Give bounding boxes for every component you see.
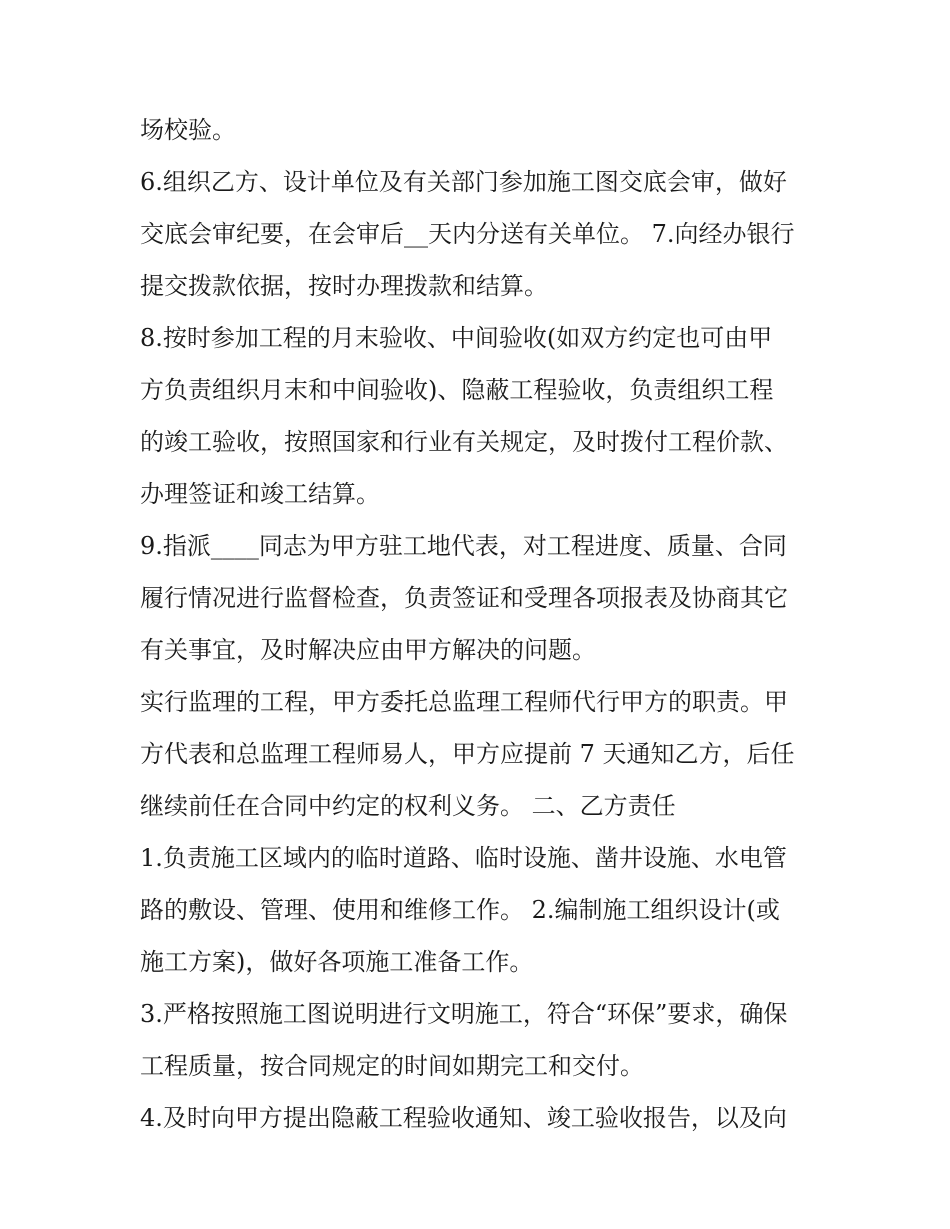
text-line: 实行监理的工程，甲方委托总监理工程师代行甲方的职责。甲 xyxy=(140,688,788,716)
document-body xyxy=(140,104,820,1144)
text-line: 8.按时参加工程的月末验收、中间验收(如双方约定也可由甲 xyxy=(140,324,773,352)
text-line: 6.组织乙方、设计单位及有关部门参加施工图交底会审，做好 xyxy=(140,168,787,196)
text-line: 继续前任在合同中约定的权利义务。 二、乙方责任 xyxy=(140,792,676,820)
text-line: 施工方案)，做好各项施工准备工作。 xyxy=(140,948,534,976)
text-line: 交底会审纪要，在会审后__天内分送有关单位。 7.向经办银行 xyxy=(140,220,795,248)
text-line: 4.及时向甲方提出隐蔽工程验收通知、竣工验收报告，以及向 xyxy=(140,1104,787,1132)
text-line: 1.负责施工区域内的临时道路、临时设施、凿井设施、水电管 xyxy=(140,844,787,872)
text-line: 的竣工验收，按照国家和行业有关规定，及时拨付工程价款、 xyxy=(140,428,788,456)
text-line: 有关事宜，及时解决应由甲方解决的问题。 xyxy=(140,636,596,664)
text-line: 履行情况进行监督检查，负责签证和受理各项报表及协商其它 xyxy=(140,584,788,612)
text-line: 场校验。 xyxy=(140,116,236,144)
text-line: 方负责组织月末和中间验收)、隐蔽工程验收，负责组织工程 xyxy=(140,376,774,404)
text-line: 方代表和总监理工程师易人，甲方应提前 7 天通知乙方，后任 xyxy=(140,740,795,768)
text-line: 路的敷设、管理、使用和维修工作。 2.编制施工组织设计(或 xyxy=(140,896,780,924)
text-line: 工程质量，按合同规定的时间如期完工和交付。 xyxy=(140,1052,644,1080)
text-line: 3.严格按照施工图说明进行文明施工，符合“环保”要求，确保 xyxy=(140,1000,788,1028)
text-line: 办理签证和竣工结算。 xyxy=(140,480,380,508)
text-line: 提交拨款依据，按时办理拨款和结算。 xyxy=(140,272,548,300)
text-line: 9.指派____同志为甲方驻工地代表，对工程进度、质量、合同 xyxy=(140,532,787,560)
